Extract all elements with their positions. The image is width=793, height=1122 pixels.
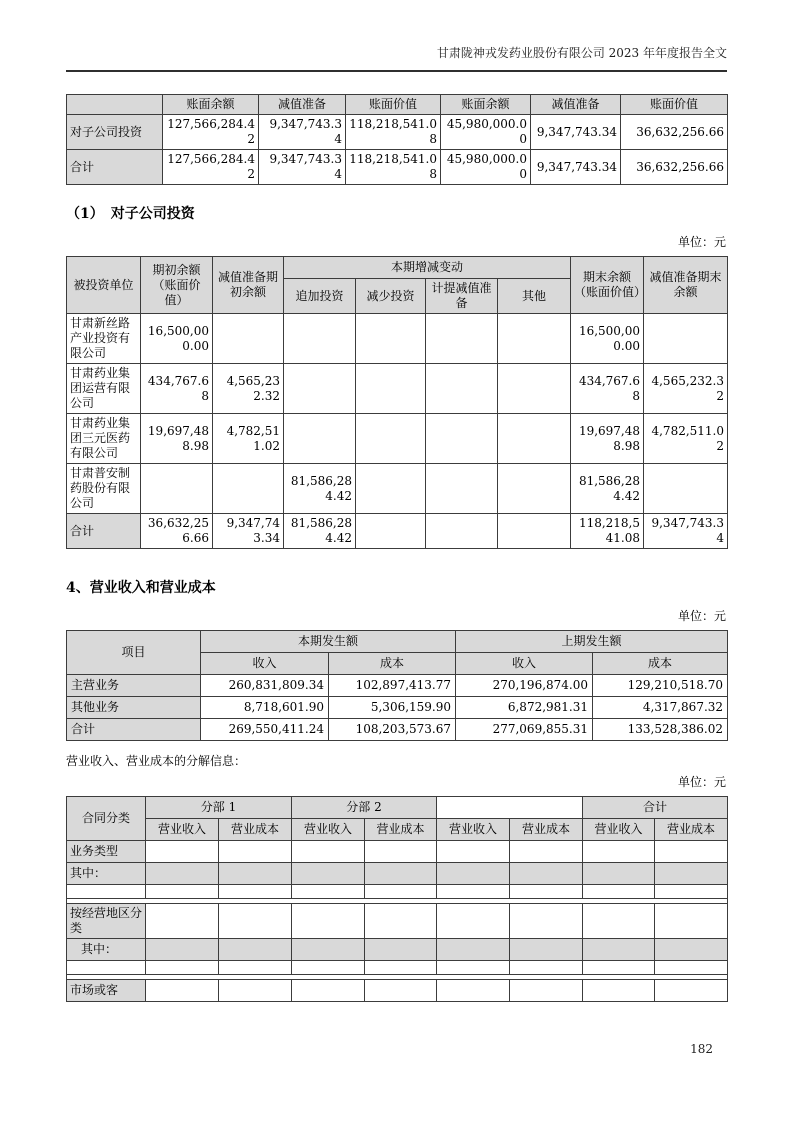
table-row xyxy=(67,939,728,961)
cell xyxy=(292,885,365,899)
cell-value xyxy=(426,514,498,549)
table-total-row xyxy=(67,150,728,185)
cell-value: 4,317,867.32 xyxy=(593,697,728,719)
row-label: 甘肃药业集团三元医药有限公司 xyxy=(67,414,141,464)
row-label: 对子公司投资 xyxy=(67,115,163,150)
cell-value: 260,831,809.34 xyxy=(201,675,329,697)
table-total-row xyxy=(67,514,728,549)
cell xyxy=(437,904,510,939)
cell-value xyxy=(426,414,498,464)
cell xyxy=(437,939,510,961)
cell-value xyxy=(356,514,426,549)
cell-value: 36,632,256.66 xyxy=(621,115,728,150)
column-header-revenue: 营业收入 xyxy=(437,819,510,841)
column-header-cost: 营业成本 xyxy=(510,819,583,841)
cell xyxy=(146,904,219,939)
cell xyxy=(510,980,583,1002)
section-heading-investment: （1） 对子公司投资 xyxy=(66,206,195,222)
table-header-row xyxy=(67,797,728,819)
cell-value: 4,565,232.32 xyxy=(213,364,284,414)
column-group-blank xyxy=(437,797,583,819)
column-header-contract-class: 合同分类 xyxy=(67,797,146,841)
cell-value: 45,980,000.00 xyxy=(441,150,531,185)
row-label: 其中： xyxy=(67,863,146,885)
cell xyxy=(292,904,365,939)
cell-value: 270,196,874.00 xyxy=(456,675,593,697)
cell-value: 81,586,284.42 xyxy=(284,464,356,514)
document-header xyxy=(66,0,727,72)
table-row xyxy=(67,863,728,885)
cell-value: 4,782,511.02 xyxy=(213,414,284,464)
cell xyxy=(292,980,365,1002)
cell xyxy=(655,904,728,939)
cell-value xyxy=(356,414,426,464)
table-row xyxy=(67,364,728,414)
cell xyxy=(292,961,365,975)
cell-value: 45,980,000.00 xyxy=(441,115,531,150)
cell-value xyxy=(213,314,284,364)
unit-label: 单位：元 xyxy=(677,235,726,249)
breakdown-note: 营业收入、营业成本的分解信息： xyxy=(66,754,247,768)
cell-value xyxy=(426,464,498,514)
cell xyxy=(437,980,510,1002)
column-group-prior-period: 上期发生额 xyxy=(456,631,728,653)
row-label: 其他业务 xyxy=(67,697,201,719)
cell xyxy=(655,980,728,1002)
cell xyxy=(583,885,655,899)
column-header: 账面余额 xyxy=(163,95,259,115)
column-group-total: 合计 xyxy=(583,797,728,819)
cell-value: 9,347,743.34 xyxy=(531,150,621,185)
table-header-row xyxy=(67,631,728,653)
cell-value xyxy=(498,414,571,464)
cell-value: 19,697,488.98 xyxy=(571,414,644,464)
cell-value xyxy=(644,464,728,514)
cell-value: 108,203,573.67 xyxy=(329,719,456,741)
cell-value: 36,632,256.66 xyxy=(141,514,213,549)
cell xyxy=(219,863,292,885)
cell-value: 118,218,541.08 xyxy=(571,514,644,549)
unit-label: 单位：元 xyxy=(677,775,726,789)
cell-value: 127,566,284.42 xyxy=(163,150,259,185)
column-header-closing-balance: 期末余额（账面价值） xyxy=(571,257,644,314)
table-header-row xyxy=(67,257,728,279)
table-row xyxy=(67,697,728,719)
cell-value xyxy=(426,364,498,414)
cell-value: 81,586,284.42 xyxy=(571,464,644,514)
cell-value: 5,306,159.90 xyxy=(329,697,456,719)
cell-value: 118,218,541.08 xyxy=(346,115,441,150)
row-label: 合计 xyxy=(67,514,141,549)
cell-value xyxy=(498,314,571,364)
cell xyxy=(655,961,728,975)
table-row xyxy=(67,115,728,150)
column-header-income: 收入 xyxy=(201,653,329,675)
table-total-row xyxy=(67,719,728,741)
cell-value: 9,347,743.34 xyxy=(213,514,284,549)
cell-value xyxy=(284,364,356,414)
cell xyxy=(655,863,728,885)
column-group-current-period: 本期发生额 xyxy=(201,631,456,653)
cell-value: 6,872,981.31 xyxy=(456,697,593,719)
cell-value xyxy=(426,314,498,364)
cell xyxy=(219,841,292,863)
table-row xyxy=(67,904,728,939)
cell xyxy=(219,904,292,939)
column-header: 账面价值 xyxy=(346,95,441,115)
cell xyxy=(146,961,219,975)
column-group-segment1: 分部 1 xyxy=(146,797,292,819)
row-label: 合计 xyxy=(67,719,201,741)
column-header-provision: 计提减值准备 xyxy=(426,279,498,314)
cell xyxy=(146,863,219,885)
page-number: 182 xyxy=(690,1042,713,1056)
row-label: 其中： xyxy=(67,939,146,961)
cell-value: 277,069,855.31 xyxy=(456,719,593,741)
cell xyxy=(219,885,292,899)
column-header-revenue: 营业收入 xyxy=(292,819,365,841)
cell-value xyxy=(356,364,426,414)
cell-value: 9,347,743.34 xyxy=(259,150,346,185)
cell-value xyxy=(141,464,213,514)
row-label: 合计 xyxy=(67,150,163,185)
cell xyxy=(583,863,655,885)
cell xyxy=(437,961,510,975)
column-group-period-change: 本期增减变动 xyxy=(284,257,571,279)
column-header-cost: 成本 xyxy=(329,653,456,675)
cell-value xyxy=(498,514,571,549)
subsidiary-investment-table xyxy=(66,256,728,549)
column-header-investee: 被投资单位 xyxy=(67,257,141,314)
cell-value xyxy=(356,314,426,364)
column-header-item: 项目 xyxy=(67,631,201,675)
cell-value: 8,718,601.90 xyxy=(201,697,329,719)
column-header: 减值准备 xyxy=(259,95,346,115)
cell-value: 16,500,000.00 xyxy=(141,314,213,364)
cell-value: 36,632,256.66 xyxy=(621,150,728,185)
row-label: 市场或客 xyxy=(67,980,146,1002)
table-row xyxy=(67,314,728,364)
cell xyxy=(655,939,728,961)
cell-value: 118,218,541.08 xyxy=(346,150,441,185)
column-group-segment2: 分部 2 xyxy=(292,797,437,819)
column-header-reduce: 减少投资 xyxy=(356,279,426,314)
cell xyxy=(510,863,583,885)
cell xyxy=(510,841,583,863)
cell-value: 19,697,488.98 xyxy=(141,414,213,464)
cell-value: 81,586,284.42 xyxy=(284,514,356,549)
cell xyxy=(365,885,437,899)
row-label: 甘肃新丝路产业投资有限公司 xyxy=(67,314,141,364)
cell xyxy=(583,904,655,939)
cell xyxy=(655,885,728,899)
cell xyxy=(510,939,583,961)
revenue-cost-table xyxy=(66,630,728,741)
cell-value: 4,565,232.32 xyxy=(644,364,728,414)
cell-value: 16,500,000.00 xyxy=(571,314,644,364)
column-header-revenue: 营业收入 xyxy=(146,819,219,841)
cell xyxy=(292,841,365,863)
cell xyxy=(365,961,437,975)
column-header: 账面价值 xyxy=(621,95,728,115)
table-row xyxy=(67,980,728,1002)
table-row xyxy=(67,675,728,697)
cell xyxy=(437,863,510,885)
cell xyxy=(292,863,365,885)
section-heading-revenue: 4、营业收入和营业成本 xyxy=(66,580,216,596)
table-subheader-row xyxy=(67,819,728,841)
cell xyxy=(292,939,365,961)
cell-value: 129,210,518.70 xyxy=(593,675,728,697)
column-header-opening-balance: 期初余额（账面价值） xyxy=(141,257,213,314)
cell xyxy=(583,961,655,975)
cell xyxy=(365,904,437,939)
cell xyxy=(365,863,437,885)
cell-value: 9,347,743.34 xyxy=(531,115,621,150)
cell xyxy=(365,980,437,1002)
cell xyxy=(583,939,655,961)
column-header-cost: 营业成本 xyxy=(365,819,437,841)
cell xyxy=(655,841,728,863)
cell xyxy=(365,841,437,863)
cell-value xyxy=(498,464,571,514)
cell-value xyxy=(284,314,356,364)
table-row xyxy=(67,464,728,514)
cell-value xyxy=(498,364,571,414)
cell xyxy=(510,885,583,899)
table-row xyxy=(67,841,728,863)
column-header-add: 追加投资 xyxy=(284,279,356,314)
cell-value: 9,347,743.34 xyxy=(259,115,346,150)
cell-value: 102,897,413.77 xyxy=(329,675,456,697)
cell xyxy=(365,939,437,961)
column-header-cost: 营业成本 xyxy=(655,819,728,841)
table-row xyxy=(67,961,728,975)
report-title: 甘肃陇神戎发药业股份有限公司 2023 年年度报告全文 xyxy=(436,46,727,60)
cell-value: 133,528,386.02 xyxy=(593,719,728,741)
cell xyxy=(219,939,292,961)
column-header-cost: 成本 xyxy=(593,653,728,675)
cell-value: 434,767.68 xyxy=(141,364,213,414)
cell-value: 4,782,511.02 xyxy=(644,414,728,464)
cell-value xyxy=(356,464,426,514)
cell xyxy=(437,885,510,899)
cell-value xyxy=(284,414,356,464)
table-header-row xyxy=(67,95,728,115)
column-header: 减值准备 xyxy=(531,95,621,115)
row-label: 甘肃药业集团运营有限公司 xyxy=(67,364,141,414)
unit-label: 单位：元 xyxy=(677,609,726,623)
cell xyxy=(510,961,583,975)
cell xyxy=(583,980,655,1002)
cell xyxy=(146,980,219,1002)
column-header: 账面余额 xyxy=(441,95,531,115)
column-header-other: 其他 xyxy=(498,279,571,314)
table-row xyxy=(67,885,728,899)
cell-value xyxy=(644,314,728,364)
cell-value: 9,347,743.34 xyxy=(644,514,728,549)
cell xyxy=(219,980,292,1002)
cell xyxy=(146,939,219,961)
revenue-breakdown-table xyxy=(66,796,728,1002)
cell xyxy=(67,885,146,899)
row-label: 甘肃普安制药股份有限公司 xyxy=(67,464,141,514)
cell-value: 434,767.68 xyxy=(571,364,644,414)
corner-cell xyxy=(67,95,163,115)
cell xyxy=(219,961,292,975)
column-header-opening-impairment: 减值准备期初余额 xyxy=(213,257,284,314)
row-label: 主营业务 xyxy=(67,675,201,697)
cell xyxy=(67,961,146,975)
column-header-closing-impairment: 减值准备期末余额 xyxy=(644,257,728,314)
cell xyxy=(437,841,510,863)
column-header-cost: 营业成本 xyxy=(219,819,292,841)
cell-value: 269,550,411.24 xyxy=(201,719,329,741)
column-header-revenue: 营业收入 xyxy=(583,819,655,841)
row-label: 按经营地区分类 xyxy=(67,904,146,939)
table-row xyxy=(67,414,728,464)
column-header-income: 收入 xyxy=(456,653,593,675)
cell xyxy=(510,904,583,939)
cell xyxy=(146,885,219,899)
cell xyxy=(146,841,219,863)
cell-value: 127,566,284.42 xyxy=(163,115,259,150)
row-label: 业务类型 xyxy=(67,841,146,863)
cell-value xyxy=(213,464,284,514)
cell xyxy=(583,841,655,863)
investment-summary-table xyxy=(66,94,728,185)
